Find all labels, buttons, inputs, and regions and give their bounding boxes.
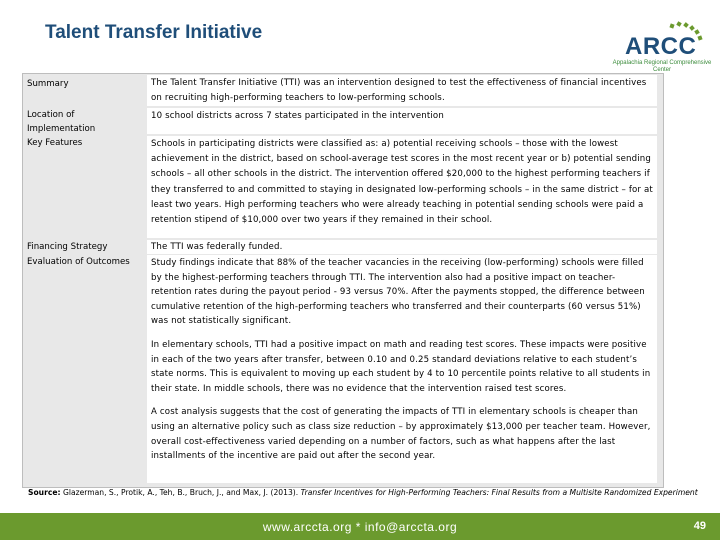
page-title: Talent Transfer Initiative (45, 22, 263, 43)
source-authors: Glazerman, S., Protik, A., Teh, B., Bruch, J., and Max, J. (2013). (60, 488, 301, 497)
row-label-key-features: Key Features (27, 138, 83, 148)
row-content-key-features (147, 136, 657, 238)
row-paragraph: The Talent Transfer Initiative (TTI) was an intervention designed to test the effectiveness of financial incentives on recruiting high-performing teachers to low-performing schools. (151, 78, 647, 104)
logo-name: ARCC (625, 33, 697, 60)
row-content-location (147, 108, 657, 134)
page-number: 49 (693, 520, 706, 532)
row-label-evaluation: Evaluation of Outcomes (27, 257, 130, 267)
source-prefix: Source: (28, 488, 61, 497)
row-paragraph: Schools in participating districts were classified as: a) potential receiving schools – those with the lowest achievement in the district, based on school-average test scores in the most recent year or b) potential sending schools – all other schools in the district. The intervention offered $20,000 to the highest performing teachers if they transferred to and committed to staying in designated low-performing schools – in the same district – for at least two years. High performing teachers who were already teaching in potential sending schools were paid a retention stipend of $10,000 over two years if they remained in their school. (151, 139, 653, 226)
row-content-evaluation (147, 255, 657, 483)
row-paragraph: In elementary schools, TTI had a positive impact on math and reading test scores. These impacts were positive in each of the two years after transfer, between 0.10 and 0.25 standard deviations relative to each student’s state norms. This is equivalent to moving up each student by 4 to 10 percentile points relative to all students in their state. In middle schools, there was no evidence that the intervention raised test scores. (151, 339, 651, 394)
footer-contact: www.arccta.org * info@arccta.org (262, 520, 458, 534)
row-paragraph: The TTI was federally funded. (151, 242, 283, 252)
row-label-summary: Summary (27, 79, 69, 89)
row-paragraph: A cost analysis suggests that the cost of generating the impacts of TTI in elementary schools is cheaper than using an alternative policy such as class size reduction – by approximately $13,000 per teacher team. However, overall cost-effectiveness varied depending on a number of factors, such as what happens after the last installments of the incentive are paid out after the second year. (151, 407, 651, 462)
logo-subtitle: Appalachia Regional Comprehensive Center (612, 60, 712, 73)
row-content-summary (147, 75, 657, 106)
row-label-financing: Financing Strategy (27, 242, 108, 252)
row-paragraph: Study findings indicate that 88% of the teacher vacancies in the receiving (low-performing) schools were filled by the highest-performing teachers through TTI. The intervention also had a positive impact on teacher-retention rates during the payout period - 93 versus 70%. After the payments stopped, the difference between cumulative retention of the high-performing teachers who transferred and their counterparts (60 versus 51%) was not statistically significant. (151, 258, 645, 327)
source-citation (28, 487, 698, 499)
footer-bar (0, 513, 720, 540)
source-title: Transfer Incentives for High-Performing Teachers: Final Results from a Multisite Randomized Experiment (300, 488, 698, 497)
row-label-location: Location of Implementation (27, 110, 96, 134)
row-paragraph: 10 school districts across 7 states participated in the intervention (151, 111, 444, 121)
row-content-financing (147, 240, 657, 254)
